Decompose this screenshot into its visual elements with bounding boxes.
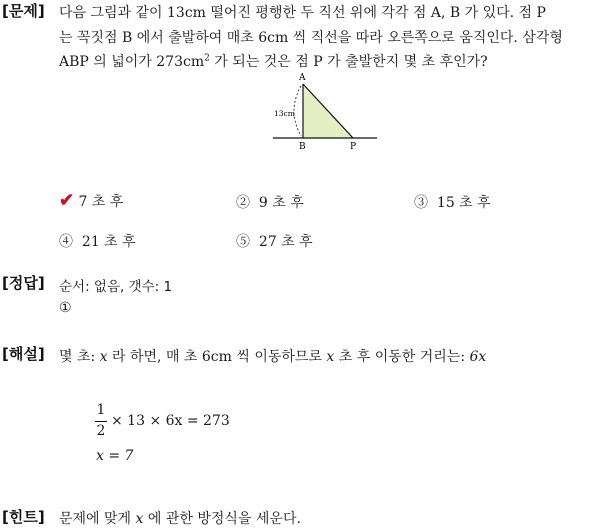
choice-1[interactable] — [59, 190, 123, 211]
answer-order-count: 순서: 없음, 갯수: 1 — [59, 279, 173, 295]
answer-label: [정답] — [2, 274, 45, 292]
problem-text-line-3a: ABP 의 넓이가 273cm — [59, 54, 205, 70]
side-length-label: 13cm — [274, 109, 295, 118]
explanation-intro — [59, 346, 486, 366]
problem-text-line-1: 다음 그림과 같이 13cm 떨어진 평행한 두 직선 위에 각각 점 A, B 가 있다. 점 P — [59, 5, 546, 21]
superscript-2: 2 — [204, 53, 210, 64]
point-p-label: P — [350, 142, 357, 152]
hint-var-x: x — [135, 511, 144, 527]
hint-text-1: 문제에 맞게 — [59, 511, 136, 527]
fraction-numerator: 1 — [96, 402, 106, 418]
explanation-intro-1: 몇 초: — [59, 349, 100, 365]
explanation-intro-2: 라 하면, 매 초 6cm 씩 이동하므로 — [107, 349, 327, 365]
equation-1-rest: × 13 × 6x = 273 — [111, 413, 230, 429]
choice-1-text: 7 초 후 — [78, 194, 124, 210]
explanation-intro-3: 초 후 이동한 거리는: — [334, 349, 470, 365]
problem-text-line-3b: 가 되는 것은 점 P 가 출발한지 몇 초 후인가? — [209, 54, 488, 70]
problem-label: [문제] — [2, 2, 45, 20]
choice-5[interactable] — [236, 231, 313, 251]
point-a-label: A — [299, 73, 306, 83]
check-icon: ✔ — [59, 190, 75, 211]
hint-label: [힌트] — [2, 508, 45, 526]
point-b-label: B — [299, 142, 306, 152]
choice-3-text: 15 초 후 — [436, 195, 491, 211]
choice-5-mark: ⑤ — [236, 234, 250, 250]
choice-4-text: 21 초 후 — [81, 234, 136, 250]
equation-2: x = 7 — [96, 448, 134, 464]
hint-text — [59, 508, 301, 528]
problem-text-line-2: 는 꼭짓점 B 에서 출발하여 매초 6cm 씩 직선을 따라 오른쪽으로 움직인다. 삼각형 — [59, 30, 563, 46]
explanation-label: [해설] — [2, 345, 45, 363]
hint-text-2: 에 관한 방정식을 세운다. — [143, 511, 301, 527]
choice-2[interactable] — [236, 192, 304, 212]
choice-5-text: 27 초 후 — [258, 234, 313, 250]
var-x-2: x — [326, 349, 335, 365]
var-x-1: x — [99, 349, 108, 365]
problem-text-line-3 — [59, 51, 488, 71]
choice-4-mark: ④ — [59, 234, 73, 250]
choice-2-mark: ② — [236, 195, 250, 211]
fraction-denominator: 2 — [96, 423, 106, 439]
choice-3[interactable] — [414, 192, 491, 212]
answer-value: ① — [59, 300, 72, 316]
triangle-figure — [265, 72, 385, 152]
choice-3-mark: ③ — [414, 195, 428, 211]
choice-4[interactable] — [59, 231, 136, 251]
expr-6x: 6x — [469, 349, 487, 365]
dimension-arc — [294, 86, 301, 136]
choice-2-text: 9 초 후 — [258, 195, 304, 211]
fraction-bar — [95, 421, 107, 422]
